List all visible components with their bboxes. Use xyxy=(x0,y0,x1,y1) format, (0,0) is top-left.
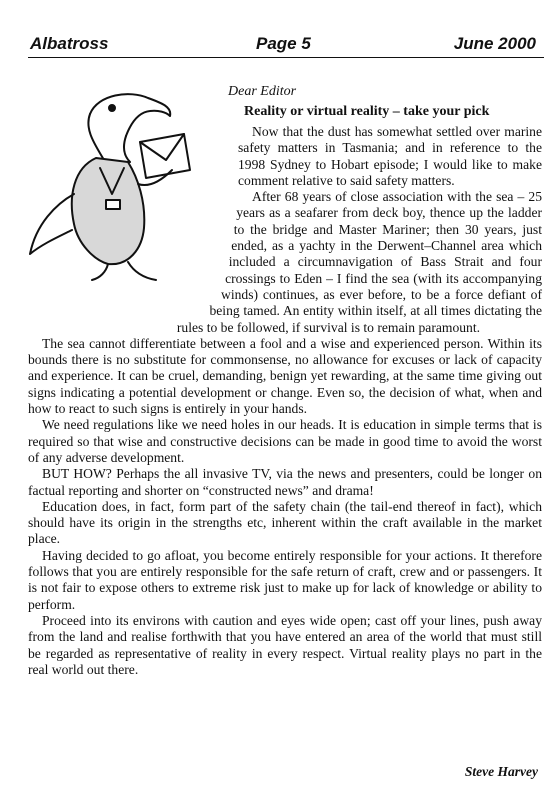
page-header xyxy=(0,30,552,56)
paragraph: Now that the dust has somewhat settled over marine safety matters in Tasmania; and in reference to the 1998 Sydney to Hobart episode; I would like to make comment relative to said safety matters. xyxy=(238,124,542,188)
letter-body xyxy=(28,124,542,678)
publication-name: Albatross xyxy=(30,34,109,53)
paragraph: Education does, in fact, form part of the safety chain (the tail-end thereof in fact), which should have its origin in the strengths etc, inherent within the craft available in the market place. xyxy=(28,498,542,547)
salutation: Dear Editor xyxy=(228,84,297,99)
illustration-spacer xyxy=(28,124,238,330)
signature: Steve Harvey xyxy=(464,764,538,779)
issue-date: June 2000 xyxy=(453,34,536,53)
paragraph: Proceed into its environs with caution and eyes wide open; cast off your lines, push away from the land and realise forthwith that you have entered an area of the world that must still be regarded as representative of reality in every respect. Virtual reality plays no part in the real world out there. xyxy=(28,612,542,677)
paragraph: Having decided to go afloat, you become entirely responsible for your actions. It therefore follows that you are entirely responsible for the safe return of craft, crew and or passengers. It is not fair to expose others to extreme risk just to make up for lack of knowledge or ability to perform. xyxy=(28,547,542,612)
paragraph: After 68 years of close association with the sea – 25 years as a seafarer from deck boy, thence up the ladder to the bridge and Master Mariner; then 30 years, just ended, as a yachty in the Derwent–Channel area which included a circumnavigation of Bass Strait and four crossings to Eden – I find the sea (with its accompanying winds) continues, as ever before, to be a force defiant of being tamed. An entity within itself, at all times dictating the rules to be followed, if survival is to remain paramount. xyxy=(176,189,542,335)
letter-title: Reality or virtual reality – take your pick xyxy=(244,104,490,119)
header-rule xyxy=(28,57,544,58)
paragraph: BUT HOW? Perhaps the all invasive TV, via the news and presenters, could be longer on factual reporting and shorter on “constructed news” and drama! xyxy=(28,466,542,498)
page-number: Page 5 xyxy=(256,34,311,53)
paragraph: We need regulations like we need holes in our heads. It is education in simple terms that is required so that wise and constructive decisions can be made in good time to avoid the worst of any adverse development. xyxy=(28,417,542,465)
paragraph: The sea cannot differentiate between a fool and a wise and experienced person. Within its bounds there is no substitute for commonsense, no allowance for excuses or lack of capacity and experience. It can be cruel, demanding, benign yet rewarding, at the same time giving out signs indicating a potential development or change. Even so, the decision of what, when and how to react to such signs is entirely in your hands. xyxy=(28,335,542,417)
